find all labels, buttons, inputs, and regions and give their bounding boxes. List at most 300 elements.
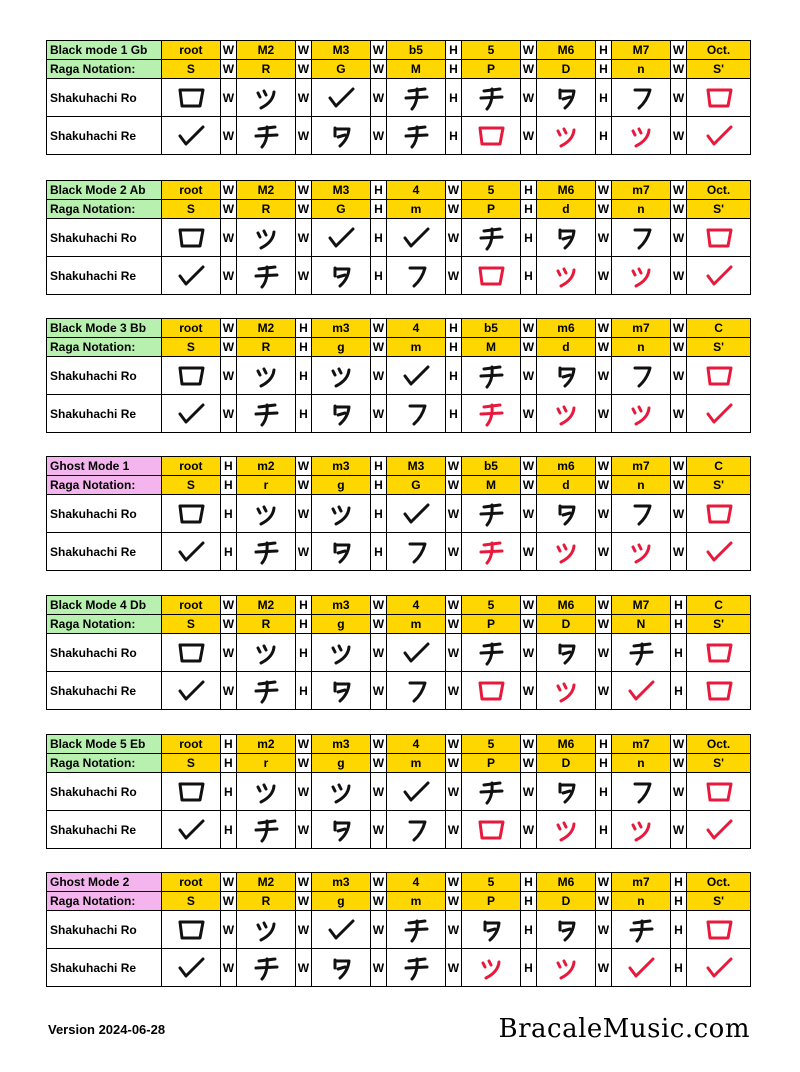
step-cell: W [295, 200, 311, 219]
fingering-label-ro: Shakuhachi Ro [47, 634, 162, 672]
step-cell: W [445, 219, 461, 257]
step-cell: W [595, 200, 611, 219]
step-cell: W [445, 811, 461, 849]
raga-note-cell: g [312, 892, 371, 911]
fingering-label-re: Shakuhachi Re [47, 117, 162, 155]
re-icon [399, 362, 433, 390]
raga-note-cell: S' [687, 476, 751, 495]
mode-table [46, 40, 751, 155]
tsu-symbol [312, 634, 371, 672]
ro-icon [174, 916, 208, 944]
raga-note-cell: P [462, 892, 521, 911]
chi-symbol [237, 672, 296, 710]
step-cell: H [295, 338, 311, 357]
step-cell: H [370, 200, 386, 219]
tsu-icon [549, 816, 583, 844]
re-icon [324, 916, 358, 944]
chi-icon [624, 916, 658, 944]
step-cell: W [295, 181, 311, 200]
ro-icon [702, 224, 736, 252]
re-icon [324, 84, 358, 112]
ri-icon [324, 122, 358, 150]
step-cell: W [370, 319, 386, 338]
tsu-icon [549, 677, 583, 705]
raga-note-cell: S' [687, 892, 751, 911]
raga-note-cell: g [312, 338, 371, 357]
raga-note-cell: r [237, 476, 296, 495]
step-cell: W [670, 495, 686, 533]
fingering-label-re: Shakuhachi Re [47, 257, 162, 295]
interval-cell: m7 [612, 873, 671, 892]
interval-cell: m3 [312, 735, 371, 754]
mode-table [46, 318, 751, 433]
step-cell: H [370, 457, 386, 476]
chi-icon [399, 954, 433, 982]
ri-icon [549, 639, 583, 667]
interval-cell: M3 [312, 181, 371, 200]
step-cell: W [670, 338, 686, 357]
interval-cell: M7 [612, 41, 671, 60]
step-cell: W [670, 735, 686, 754]
re-symbol [162, 811, 221, 849]
interval-cell: M2 [237, 181, 296, 200]
step-cell: W [595, 457, 611, 476]
tsu-symbol [612, 257, 671, 295]
raga-note-cell: g [312, 615, 371, 634]
u-symbol [612, 219, 671, 257]
mode-block [46, 595, 751, 710]
step-cell: W [445, 892, 461, 911]
step-cell: W [595, 219, 611, 257]
ri-symbol [537, 79, 596, 117]
step-cell: W [595, 533, 611, 571]
step-cell: W [220, 672, 236, 710]
chi-icon [474, 224, 508, 252]
interval-cell: m3 [312, 873, 371, 892]
chi-symbol [462, 79, 521, 117]
interval-cell: Oct. [687, 873, 751, 892]
step-cell: H [595, 773, 611, 811]
ro-icon [174, 84, 208, 112]
u-symbol [612, 773, 671, 811]
step-cell: H [520, 219, 536, 257]
step-cell: W [220, 79, 236, 117]
step-cell: W [370, 395, 386, 433]
re-icon [702, 122, 736, 150]
step-cell: H [520, 257, 536, 295]
ro-symbol [162, 634, 221, 672]
mode-block [46, 180, 751, 295]
step-cell: H [520, 949, 536, 987]
tsu-icon [624, 400, 658, 428]
raga-label: Raga Notation: [47, 754, 162, 773]
ro-symbol [462, 811, 521, 849]
raga-note-cell: D [537, 892, 596, 911]
step-cell: H [445, 338, 461, 357]
chi-icon [399, 916, 433, 944]
ro-symbol [687, 634, 751, 672]
tsu-symbol [612, 117, 671, 155]
interval-cell: 4 [387, 596, 446, 615]
chi-icon [474, 538, 508, 566]
tsu-icon [249, 84, 283, 112]
step-cell: W [370, 338, 386, 357]
ro-icon [702, 84, 736, 112]
tsu-symbol [237, 773, 296, 811]
re-icon [624, 677, 658, 705]
ri-symbol [462, 911, 521, 949]
raga-note-cell: m [387, 892, 446, 911]
ri-symbol [537, 773, 596, 811]
chi-icon [474, 84, 508, 112]
step-cell: W [520, 60, 536, 79]
interval-cell: 5 [462, 41, 521, 60]
step-cell: W [670, 257, 686, 295]
raga-label: Raga Notation: [47, 200, 162, 219]
raga-note-cell: m [387, 754, 446, 773]
step-cell: W [445, 949, 461, 987]
step-cell: W [370, 773, 386, 811]
tsu-icon [549, 954, 583, 982]
step-cell: W [295, 117, 311, 155]
step-cell: W [595, 357, 611, 395]
chi-symbol [387, 79, 446, 117]
chi-icon [249, 262, 283, 290]
tsu-symbol [312, 357, 371, 395]
step-cell: H [520, 873, 536, 892]
step-cell: W [295, 495, 311, 533]
u-symbol [612, 495, 671, 533]
step-cell: H [370, 495, 386, 533]
re-symbol [312, 219, 371, 257]
ri-icon [474, 916, 508, 944]
step-cell: H [220, 533, 236, 571]
interval-cell: M2 [237, 596, 296, 615]
ro-icon [174, 224, 208, 252]
tsu-symbol [537, 117, 596, 155]
mode-title: Ghost Mode 2 [47, 873, 162, 892]
chi-icon [249, 816, 283, 844]
tsu-icon [624, 816, 658, 844]
step-cell: W [520, 41, 536, 60]
step-cell: W [370, 60, 386, 79]
re-symbol [612, 949, 671, 987]
step-cell: W [445, 181, 461, 200]
raga-note-cell: S [162, 754, 221, 773]
step-cell: W [220, 219, 236, 257]
tsu-icon [324, 778, 358, 806]
step-cell: W [370, 357, 386, 395]
step-cell: W [595, 596, 611, 615]
u-symbol [387, 395, 446, 433]
interval-cell: M6 [537, 596, 596, 615]
ri-symbol [537, 911, 596, 949]
step-cell: H [670, 892, 686, 911]
chi-symbol [462, 634, 521, 672]
raga-note-cell: m [387, 200, 446, 219]
tsu-icon [624, 262, 658, 290]
step-cell: W [295, 41, 311, 60]
step-cell: W [445, 911, 461, 949]
u-icon [624, 500, 658, 528]
fingering-label-ro: Shakuhachi Ro [47, 495, 162, 533]
step-cell: H [445, 79, 461, 117]
step-cell: W [520, 773, 536, 811]
raga-note-cell: P [462, 60, 521, 79]
ro-icon [702, 639, 736, 667]
step-cell: W [370, 949, 386, 987]
u-icon [399, 677, 433, 705]
interval-cell: 4 [387, 873, 446, 892]
interval-cell: Oct. [687, 41, 751, 60]
ri-icon [324, 816, 358, 844]
mode-title: Black Mode 2 Ab [47, 181, 162, 200]
tsu-icon [549, 262, 583, 290]
chi-icon [249, 400, 283, 428]
raga-note-cell: m [387, 338, 446, 357]
chi-icon [474, 639, 508, 667]
ro-icon [702, 916, 736, 944]
u-symbol [387, 533, 446, 571]
step-cell: W [445, 200, 461, 219]
tsu-symbol [537, 811, 596, 849]
step-cell: W [595, 495, 611, 533]
raga-label: Raga Notation: [47, 60, 162, 79]
step-cell: H [595, 79, 611, 117]
ro-symbol [162, 495, 221, 533]
step-cell: W [295, 811, 311, 849]
chi-icon [474, 500, 508, 528]
interval-cell: M3 [312, 41, 371, 60]
step-cell: W [370, 41, 386, 60]
step-cell: W [370, 873, 386, 892]
interval-cell: 4 [387, 181, 446, 200]
interval-cell: C [687, 457, 751, 476]
tsu-symbol [312, 495, 371, 533]
raga-note-cell: n [612, 476, 671, 495]
re-icon [702, 538, 736, 566]
step-cell: H [370, 476, 386, 495]
re-icon [324, 224, 358, 252]
step-cell: W [670, 357, 686, 395]
ri-symbol [312, 395, 371, 433]
mode-block [46, 456, 751, 571]
raga-note-cell: G [387, 476, 446, 495]
raga-label: Raga Notation: [47, 892, 162, 911]
ro-symbol [162, 773, 221, 811]
step-cell: H [595, 754, 611, 773]
step-cell: W [520, 495, 536, 533]
fingering-label-re: Shakuhachi Re [47, 672, 162, 710]
tsu-symbol [612, 811, 671, 849]
tsu-icon [249, 500, 283, 528]
raga-note-cell: R [237, 615, 296, 634]
u-icon [624, 84, 658, 112]
step-cell: W [520, 754, 536, 773]
chi-symbol [237, 949, 296, 987]
step-cell: W [670, 811, 686, 849]
step-cell: W [520, 672, 536, 710]
step-cell: W [520, 319, 536, 338]
ri-icon [549, 84, 583, 112]
step-cell: W [220, 357, 236, 395]
tsu-icon [249, 916, 283, 944]
re-icon [399, 639, 433, 667]
chi-icon [399, 122, 433, 150]
raga-note-cell: S [162, 60, 221, 79]
raga-note-cell: n [612, 338, 671, 357]
step-cell: W [445, 754, 461, 773]
ro-icon [702, 500, 736, 528]
ri-symbol [312, 117, 371, 155]
re-symbol [687, 395, 751, 433]
step-cell: W [370, 79, 386, 117]
tsu-symbol [537, 257, 596, 295]
tsu-icon [249, 778, 283, 806]
mode-table [46, 180, 751, 295]
ro-icon [474, 677, 508, 705]
step-cell: H [595, 60, 611, 79]
chi-icon [474, 778, 508, 806]
tsu-icon [324, 362, 358, 390]
step-cell: W [370, 811, 386, 849]
step-cell: H [670, 615, 686, 634]
step-cell: W [595, 338, 611, 357]
step-cell: H [220, 754, 236, 773]
raga-note-cell: S' [687, 200, 751, 219]
step-cell: H [670, 911, 686, 949]
ri-icon [324, 262, 358, 290]
step-cell: W [445, 596, 461, 615]
step-cell: W [670, 41, 686, 60]
step-cell: W [670, 533, 686, 571]
fingering-label-ro: Shakuhachi Ro [47, 911, 162, 949]
interval-cell: root [162, 735, 221, 754]
tsu-symbol [537, 395, 596, 433]
chi-symbol [462, 533, 521, 571]
mode-table [46, 595, 751, 710]
ro-symbol [687, 357, 751, 395]
interval-cell: m3 [312, 457, 371, 476]
ri-symbol [537, 495, 596, 533]
mode-title: Black Mode 4 Db [47, 596, 162, 615]
u-icon [624, 362, 658, 390]
u-symbol [387, 257, 446, 295]
step-cell: W [295, 735, 311, 754]
step-cell: W [445, 873, 461, 892]
ro-symbol [462, 672, 521, 710]
step-cell: W [520, 735, 536, 754]
interval-cell: M7 [612, 596, 671, 615]
raga-note-cell: S' [687, 615, 751, 634]
tsu-icon [549, 538, 583, 566]
interval-cell: 5 [462, 735, 521, 754]
step-cell: W [520, 596, 536, 615]
tsu-symbol [537, 949, 596, 987]
interval-cell: m7 [612, 457, 671, 476]
step-cell: H [220, 773, 236, 811]
re-symbol [162, 672, 221, 710]
re-symbol [687, 949, 751, 987]
re-icon [399, 778, 433, 806]
ro-symbol [162, 219, 221, 257]
raga-note-cell: S [162, 338, 221, 357]
tsu-icon [549, 122, 583, 150]
re-symbol [687, 533, 751, 571]
step-cell: W [670, 79, 686, 117]
chi-symbol [612, 634, 671, 672]
re-icon [174, 400, 208, 428]
interval-cell: C [687, 596, 751, 615]
step-cell: H [445, 395, 461, 433]
mode-table [46, 734, 751, 849]
step-cell: H [220, 476, 236, 495]
re-symbol [687, 117, 751, 155]
chi-symbol [237, 257, 296, 295]
tsu-icon [549, 400, 583, 428]
ri-icon [549, 500, 583, 528]
step-cell: W [595, 911, 611, 949]
step-cell: W [295, 911, 311, 949]
step-cell: W [295, 457, 311, 476]
re-icon [174, 262, 208, 290]
step-cell: W [220, 338, 236, 357]
u-symbol [612, 79, 671, 117]
fingering-label-re: Shakuhachi Re [47, 811, 162, 849]
re-symbol [387, 357, 446, 395]
u-symbol [387, 811, 446, 849]
raga-label: Raga Notation: [47, 338, 162, 357]
mode-title: Black mode 1 Gb [47, 41, 162, 60]
raga-note-cell: g [312, 754, 371, 773]
tsu-symbol [237, 634, 296, 672]
ro-icon [474, 816, 508, 844]
step-cell: W [445, 615, 461, 634]
chi-symbol [237, 811, 296, 849]
chi-icon [399, 84, 433, 112]
step-cell: H [595, 735, 611, 754]
step-cell: W [595, 873, 611, 892]
chi-symbol [237, 117, 296, 155]
tsu-icon [324, 639, 358, 667]
ri-symbol [312, 949, 371, 987]
step-cell: W [220, 200, 236, 219]
raga-note-cell: S [162, 615, 221, 634]
chi-symbol [237, 533, 296, 571]
step-cell: W [670, 60, 686, 79]
step-cell: W [445, 495, 461, 533]
mode-block [46, 872, 751, 987]
fingering-label-re: Shakuhachi Re [47, 395, 162, 433]
step-cell: W [295, 533, 311, 571]
ro-symbol [162, 79, 221, 117]
tsu-icon [474, 954, 508, 982]
chi-icon [249, 122, 283, 150]
step-cell: W [370, 634, 386, 672]
interval-cell: root [162, 319, 221, 338]
interval-cell: M2 [237, 319, 296, 338]
tsu-symbol [462, 949, 521, 987]
step-cell: W [520, 634, 536, 672]
step-cell: W [220, 615, 236, 634]
ri-symbol [312, 533, 371, 571]
step-cell: W [520, 533, 536, 571]
fingering-label-ro: Shakuhachi Ro [47, 773, 162, 811]
step-cell: W [520, 811, 536, 849]
re-symbol [162, 533, 221, 571]
step-cell: W [520, 395, 536, 433]
step-cell: H [370, 533, 386, 571]
